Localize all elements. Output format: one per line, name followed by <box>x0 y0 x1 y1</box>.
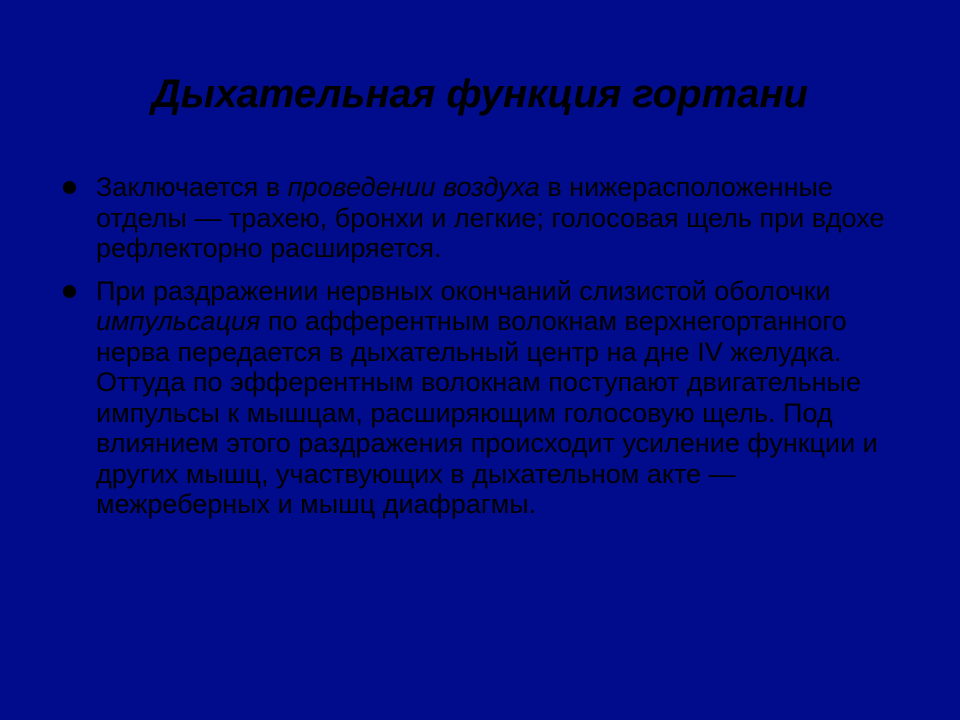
bullet-text-end: в нижерасположенные отделы — трахею, бронхи и легкие; голосовая щель при вдохе рефлекторно расширяется. <box>96 172 885 263</box>
bullet-emphasis: проведении воздуха <box>287 172 540 202</box>
bullet-text-end: по афферентным волокнам верхнегортанного нерва передается в дыхательный центр на дне IV желудка. Оттуда по эфферентным волокнам поступают двигательные импульсы к мышцам, расширяющим голосовую щель. Под влиянием этого раздражения происходит усиление функции и других мышц, участвующих в дыхательном акте — межреберных и мышц диафрагмы. <box>96 306 878 519</box>
bullet-dot-icon <box>63 285 76 298</box>
bullet-dot-icon <box>63 181 76 194</box>
bullet-text-start: При раздражении нервных окончаний слизистой оболочки <box>96 275 831 306</box>
bullet-list <box>56 172 896 532</box>
bullet-item-reflex <box>56 276 896 520</box>
bullet-text-start: Заключается в <box>96 172 288 202</box>
bullet-item-airflow <box>56 172 896 264</box>
bullet-emphasis: импульсация <box>96 306 261 336</box>
slide-title: Дыхательная функция гортани <box>151 72 809 116</box>
